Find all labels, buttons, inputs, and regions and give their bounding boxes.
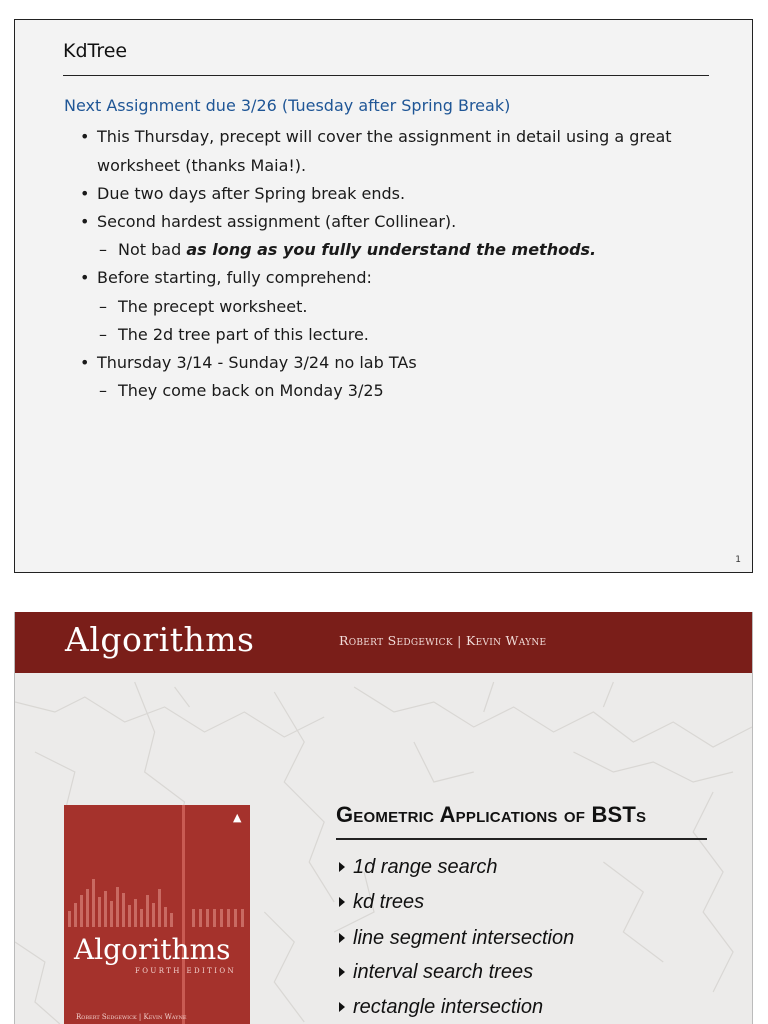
triangle-bullet-icon (339, 897, 345, 907)
book-bars-graphic (64, 805, 250, 945)
title-divider (63, 75, 709, 76)
slide-kdtree (14, 19, 753, 573)
slide-header-bar (15, 612, 752, 673)
topic-label: line segment intersection (353, 927, 575, 949)
topic-label: 1d range search (353, 856, 498, 878)
sub-bullet-item (118, 240, 596, 259)
book-edition: FOURTH EDITION (135, 967, 237, 975)
sub-bullet-emphasis: as long as you fully understand the methods. (186, 240, 597, 259)
book-stripe (182, 805, 185, 1024)
sub-bullet-item: – The 2d tree part of this lecture. (118, 325, 369, 344)
slide-subtitle: Next Assignment due 3/26 (Tuesday after Spring Break) (64, 96, 511, 115)
topic-item (339, 856, 498, 879)
algorithms-logo: Algorithms (65, 620, 255, 659)
triangle-bullet-icon (339, 967, 345, 977)
topic-item (339, 927, 574, 950)
topic-item (339, 891, 424, 914)
book-cover (64, 805, 250, 1024)
section-heading: Geometric Applications of BSTs (336, 802, 647, 827)
header-authors: Robert Sedgewick | Kevin Wayne (339, 633, 547, 648)
sub-bullet-item: – The precept worksheet. (118, 297, 307, 316)
topic-item (339, 996, 543, 1019)
book-title: Algorithms (74, 933, 231, 966)
bullet-continuation: worksheet (thanks Maia!). (97, 156, 307, 175)
topic-item (339, 961, 533, 984)
book-authors: Robert Sedgewick | Kevin Wayne (76, 1013, 187, 1021)
topic-label: kd trees (353, 891, 425, 913)
topic-label: rectangle intersection (353, 996, 544, 1018)
bullet-item: • This Thursday, precept will cover the assignment in detail using a great (97, 127, 672, 146)
triangle-bullet-icon (339, 933, 345, 943)
slide-title: KdTree (63, 40, 128, 62)
bullet-item: • Thursday 3/14 - Sunday 3/24 no lab TAs (97, 353, 417, 372)
bullet-item: • Due two days after Spring break ends. (97, 184, 405, 203)
topic-label: interval search trees (353, 961, 534, 983)
heading-divider (336, 838, 707, 840)
bullet-item: • Second hardest assignment (after Collinear). (97, 212, 456, 231)
slide-geometric-bst (14, 612, 753, 1024)
page-number: 1 (735, 555, 741, 565)
bullet-item: • Before starting, fully comprehend: (97, 268, 372, 287)
publisher-mark-icon: ▲ (233, 811, 242, 824)
sub-bullet-item: – They come back on Monday 3/25 (118, 381, 384, 400)
triangle-bullet-icon (339, 1002, 345, 1012)
triangle-bullet-icon (339, 862, 345, 872)
sub-bullet-text: Not bad (118, 240, 187, 259)
